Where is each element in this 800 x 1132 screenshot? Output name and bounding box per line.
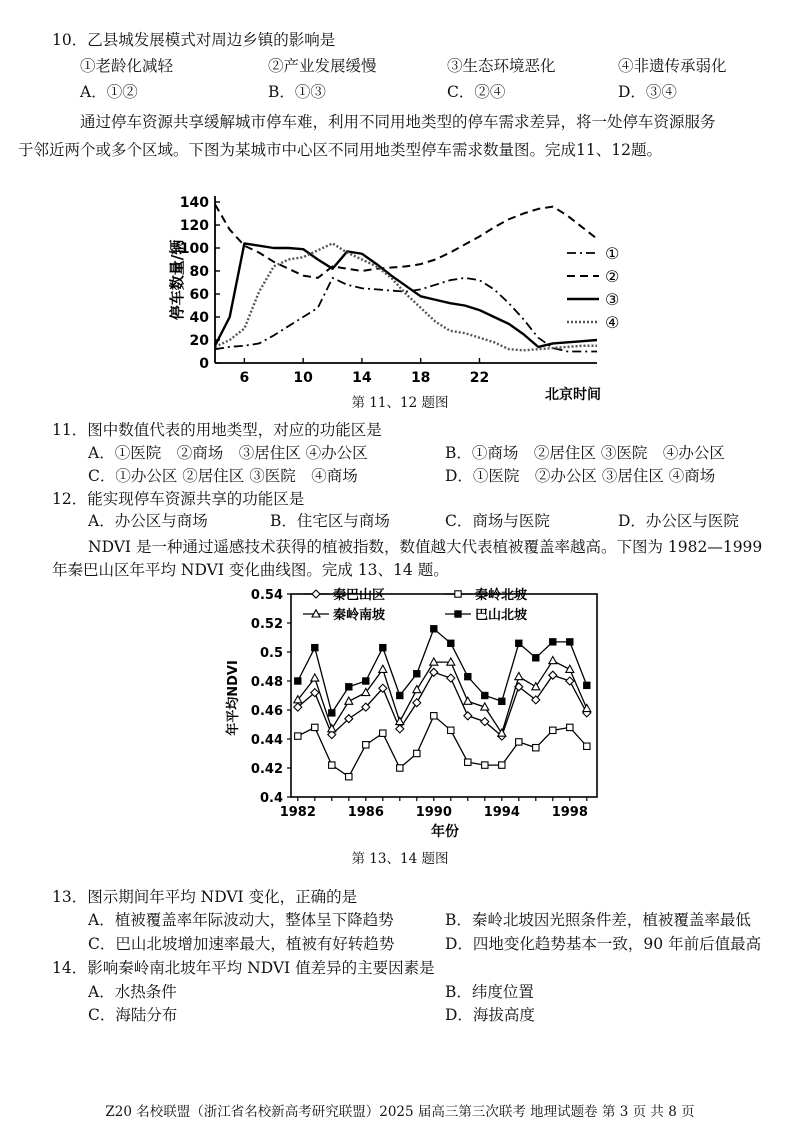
q11-stem: 11．图中数值代表的用地类型，对应的功能区是 — [52, 421, 382, 439]
q10-stem: 10．乙县城发展模式对周边乡镇的影响是 — [52, 31, 336, 49]
q12-option-c: C．商场与医院 — [445, 512, 550, 530]
q13-option-c: C．巴山北坡增加速率最大，植被有好转趋势 — [88, 935, 395, 953]
fig2-data-point — [413, 699, 421, 707]
fig2-data-point — [312, 724, 318, 730]
q12-stem: 12．能实现停车资源共享的功能区是 — [52, 490, 305, 508]
fig2-series-line — [298, 716, 587, 777]
ndvi-chart — [225, 582, 615, 847]
q14-option-d: D．海拔高度 — [445, 1006, 535, 1024]
fig1-x-tick-label: 14 — [352, 370, 372, 386]
fig2-data-point — [549, 671, 557, 679]
fig2-data-point — [448, 727, 454, 733]
fig2-legend-marker — [455, 611, 461, 617]
fig2-data-point — [397, 692, 403, 698]
fig2-x-tick-label: 1986 — [347, 805, 384, 820]
fig2-data-point — [363, 678, 369, 684]
fig2-y-tick-label: 0.52 — [250, 617, 283, 632]
fig2-data-point — [329, 710, 335, 716]
fig1-series-line — [215, 243, 597, 347]
fig2-legend-label: 秦巴山区 — [333, 588, 386, 603]
fig2-y-tick-label: 0.48 — [250, 675, 283, 690]
fig1-series-line — [215, 204, 597, 278]
fig1-y-tick-label: 100 — [179, 241, 209, 257]
fig2-data-point — [516, 739, 522, 745]
intro2-line2: 年秦巴山区年平均 NDVI 变化曲线图。完成 13、14 题。 — [52, 561, 449, 579]
parking-demand-chart — [165, 188, 635, 408]
intro2-line1: NDVI 是一种通过遥感技术获得的植被指数，数值越大代表植被覆盖率越高。下图为 1982—1999 — [88, 538, 763, 556]
fig2-legend-label: 秦岭南坡 — [333, 608, 386, 623]
q11-option-a: A．①医院 ②商场 ③居住区 ④办公区 — [88, 444, 368, 462]
q13-option-d: D．四地变化趋势基本一致，90 年前后值最高 — [445, 935, 762, 953]
fig1-xlabel: 北京时间 — [545, 387, 601, 403]
fig2-data-point — [567, 724, 573, 730]
fig2-data-point — [431, 713, 437, 719]
fig1-x-tick-label: 10 — [293, 370, 313, 386]
fig2-data-point — [584, 743, 590, 749]
fig2-x-tick-label: 1994 — [483, 805, 520, 820]
fig2-data-point — [516, 640, 522, 646]
fig1-legend-label: ④ — [605, 313, 620, 332]
fig2-legend-marker — [455, 591, 461, 597]
page-footer: Z20 名校联盟（浙江省名校新高考研究联盟）2025 届高三第三次联考 地理试题卷 第 3 页 共 8 页 — [105, 1104, 695, 1120]
q13-option-a: A．植被覆盖率年际波动大，整体呈下降趋势 — [88, 911, 394, 929]
fig2-data-point — [550, 639, 556, 645]
fig2-data-point — [566, 665, 574, 672]
intro1-line2: 于邻近两个或多个区域。下图为某城市中心区不同用地类型停车需求数量图。完成11、12题。 — [18, 141, 662, 159]
fig1-y-tick-label: 0 — [199, 356, 209, 372]
fig2-y-tick-label: 0.4 — [259, 791, 283, 806]
fig2-data-point — [397, 765, 403, 771]
q10-option-b: B．①③ — [268, 83, 326, 101]
fig2-caption: 第 13、14 题图 — [351, 851, 449, 867]
fig1-y-tick-label: 60 — [189, 287, 209, 303]
q10-option-c: C．②④ — [447, 83, 506, 101]
fig2-data-point — [549, 657, 557, 664]
fig1-legend-label: ① — [605, 244, 620, 263]
fig2-data-point — [430, 668, 438, 676]
fig2-data-point — [447, 674, 455, 682]
fig2-data-point — [482, 692, 488, 698]
fig2-series-line — [298, 629, 587, 713]
q14-option-a: A．水热条件 — [88, 983, 177, 1001]
fig2-data-point — [380, 644, 386, 650]
fig2-data-point — [379, 665, 387, 672]
fig2-data-point — [413, 686, 421, 693]
q10-item-4: ④非遗传承弱化 — [618, 57, 727, 75]
intro1-line1: 通过停车资源共享缓解城市停车难，利用不同用地类型的停车需求差异，将一处停车资源服务 — [80, 113, 716, 131]
q10-item-1: ①老龄化减轻 — [80, 57, 174, 75]
fig2-data-point — [482, 762, 488, 768]
fig2-data-point — [499, 762, 505, 768]
fig2-y-tick-label: 0.5 — [259, 646, 283, 661]
fig2-data-point — [414, 671, 420, 677]
fig2-legend-label: 秦岭北坡 — [475, 588, 528, 603]
q10-item-3: ③生态环境恶化 — [447, 57, 556, 75]
fig2-data-point — [567, 639, 573, 645]
fig2-data-point — [566, 677, 574, 685]
fig2-data-point — [550, 727, 556, 733]
fig2-data-point — [311, 674, 319, 681]
fig2-data-point — [533, 745, 539, 751]
fig2-series-line — [298, 672, 587, 736]
fig1-caption: 第 11、12 题图 — [351, 395, 449, 411]
q11-option-d: D．①医院 ②办公区 ③居住区 ④商场 — [445, 467, 716, 485]
q13-stem: 13．图示期间年平均 NDVI 变化，正确的是 — [52, 888, 358, 906]
fig2-y-tick-label: 0.54 — [250, 588, 283, 603]
fig1-x-tick-label: 6 — [239, 370, 250, 386]
fig2-data-point — [464, 697, 472, 704]
fig2-legend-marker — [312, 590, 320, 598]
fig2-xlabel: 年份 — [431, 824, 459, 840]
fig1-series-line — [215, 278, 597, 352]
fig2-data-point — [380, 730, 386, 736]
fig1-y-tick-label: 140 — [179, 195, 209, 211]
fig2-ylabel: 年平均NDVI — [226, 660, 241, 736]
fig2-data-point — [346, 774, 352, 780]
q13-option-b: B．秦岭北坡因光照条件差，植被覆盖率最低 — [445, 911, 751, 929]
fig2-data-point — [499, 698, 505, 704]
fig1-y-tick-label: 20 — [189, 333, 209, 349]
q12-option-b: B．住宅区与商场 — [270, 512, 390, 530]
fig2-data-point — [448, 640, 454, 646]
fig2-data-point — [464, 712, 472, 720]
fig2-plot-frame — [291, 594, 597, 797]
fig2-y-tick-label: 0.46 — [250, 704, 283, 719]
fig1-series-line — [215, 243, 597, 350]
fig1-ylabel: 停车数量/辆 — [168, 239, 186, 321]
fig1-legend-label: ③ — [605, 290, 620, 309]
q11-option-c: C．①办公区 ②居住区 ③医院 ④商场 — [88, 467, 358, 485]
q14-option-b: B．纬度位置 — [445, 983, 534, 1001]
fig2-data-point — [515, 672, 523, 679]
fig1-x-tick-label: 22 — [469, 370, 490, 386]
fig2-data-point — [465, 673, 471, 679]
q14-option-c: C．海陆分布 — [88, 1006, 178, 1024]
fig2-data-point — [584, 682, 590, 688]
q10-option-a: A．①② — [80, 83, 138, 101]
fig2-x-tick-label: 1982 — [279, 805, 316, 820]
q10-option-d: D．③④ — [618, 83, 677, 101]
fig2-data-point — [295, 733, 301, 739]
fig2-data-point — [465, 759, 471, 765]
fig2-data-point — [346, 684, 352, 690]
fig2-data-point — [312, 644, 318, 650]
fig2-data-point — [533, 655, 539, 661]
fig2-data-point — [295, 678, 301, 684]
fig2-y-tick-label: 0.42 — [250, 762, 283, 777]
q10-item-2: ②产业发展缓慢 — [268, 57, 377, 75]
fig2-data-point — [414, 750, 420, 756]
fig2-data-point — [363, 742, 369, 748]
fig1-legend-label: ② — [605, 267, 620, 286]
q12-option-d: D．办公区与医院 — [618, 512, 739, 530]
q14-stem: 14．影响秦岭南北坡年平均 NDVI 值差异的主要因素是 — [52, 959, 435, 977]
fig1-y-tick-label: 40 — [189, 310, 209, 326]
q11-option-b: B．①商场 ②居住区 ③医院 ④办公区 — [445, 444, 725, 462]
fig2-data-point — [345, 697, 353, 704]
fig2-data-point — [431, 626, 437, 632]
fig2-data-point — [396, 725, 404, 733]
fig2-x-tick-label: 1990 — [415, 805, 452, 820]
q12-option-a: A．办公区与商场 — [88, 512, 208, 530]
fig2-data-point — [329, 762, 335, 768]
fig2-x-tick-label: 1998 — [551, 805, 588, 820]
fig1-x-tick-label: 18 — [410, 370, 431, 386]
fig2-legend-label: 巴山北坡 — [475, 608, 528, 623]
fig1-y-tick-label: 80 — [189, 264, 209, 280]
fig2-y-tick-label: 0.44 — [250, 733, 283, 748]
fig1-y-tick-label: 120 — [179, 218, 209, 234]
